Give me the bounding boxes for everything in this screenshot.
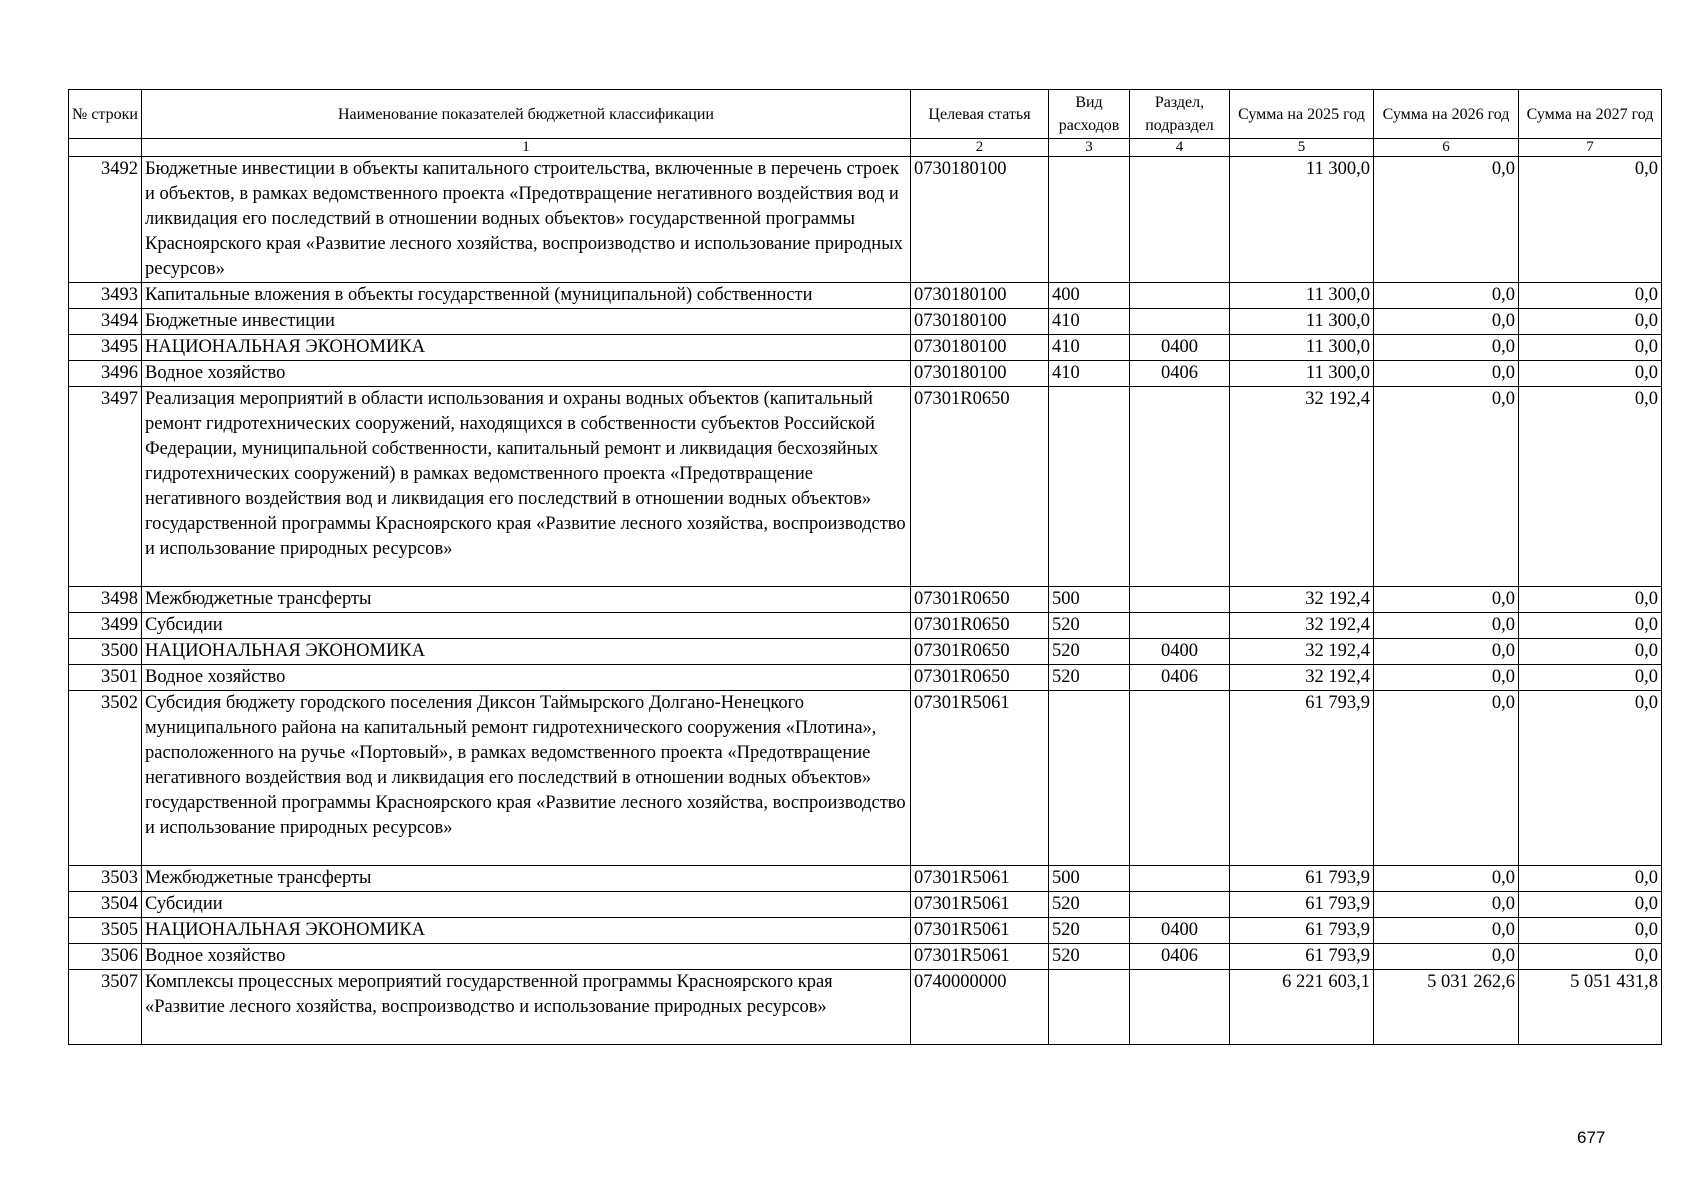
column-number: 4: [1130, 139, 1230, 157]
row-name: Субсидии: [142, 613, 911, 639]
row-target-code: 07301R0650: [911, 587, 1049, 613]
row-expense-type: [1049, 691, 1130, 866]
row-sum-2026: 0,0: [1374, 918, 1519, 944]
row-number: 3492: [69, 157, 142, 283]
row-sum-2025: 11 300,0: [1230, 157, 1374, 283]
row-target-code: 0730180100: [911, 309, 1049, 335]
row-number: 3494: [69, 309, 142, 335]
budget-table: [68, 89, 1662, 1045]
row-sum-2027: 0,0: [1519, 613, 1662, 639]
row-name: Водное хозяйство: [142, 944, 911, 970]
row-number: 3493: [69, 283, 142, 309]
row-name: Комплексы процессных мероприятий государственной программы Красноярского края «Развитие лесного хозяйства, воспроизводство и использование природных ресурсов»: [142, 970, 911, 1045]
column-number-blank: [69, 139, 142, 157]
row-sum-2027: 0,0: [1519, 387, 1662, 587]
row-sum-2025: 11 300,0: [1230, 283, 1374, 309]
table-row: [69, 944, 1662, 970]
table-row: [69, 587, 1662, 613]
row-sum-2025: 61 793,9: [1230, 892, 1374, 918]
row-sum-2027: 0,0: [1519, 361, 1662, 387]
row-target-code: 07301R0650: [911, 639, 1049, 665]
header-section: Раздел, подраздел: [1130, 90, 1230, 139]
row-section: [1130, 691, 1230, 866]
row-sum-2025: 6 221 603,1: [1230, 970, 1374, 1045]
row-expense-type: [1049, 970, 1130, 1045]
row-name: Субсидия бюджету городского поселения Диксон Таймырского Долгано-Ненецкого муниципального района на капитальный ремонт гидротехнического сооружения «Плотина», расположенного на ручье «Портовый», в рамках ведомственного проекта «Предотвращение негативного воздействия вод и ликвидация его последствий в отношении водных объектов» государственной программы Красноярского края «Развитие лесного хозяйства, воспроизводство и использование природных ресурсов»: [142, 691, 911, 866]
table-row: [69, 892, 1662, 918]
row-section: 0406: [1130, 665, 1230, 691]
row-target-code: 07301R5061: [911, 918, 1049, 944]
row-sum-2025: 11 300,0: [1230, 335, 1374, 361]
column-number: 5: [1230, 139, 1374, 157]
row-sum-2027: 0,0: [1519, 866, 1662, 892]
table-row: [69, 361, 1662, 387]
header-sum-2025: Сумма на 2025 год: [1230, 90, 1374, 139]
row-sum-2027: 0,0: [1519, 639, 1662, 665]
row-sum-2026: 0,0: [1374, 283, 1519, 309]
row-number: 3500: [69, 639, 142, 665]
row-number: 3502: [69, 691, 142, 866]
row-name: НАЦИОНАЛЬНАЯ ЭКОНОМИКА: [142, 639, 911, 665]
page-number: 677: [1577, 1128, 1606, 1147]
row-sum-2026: 5 031 262,6: [1374, 970, 1519, 1045]
row-sum-2027: 0,0: [1519, 157, 1662, 283]
row-sum-2026: 0,0: [1374, 944, 1519, 970]
row-name: Межбюджетные трансферты: [142, 866, 911, 892]
row-name: Бюджетные инвестиции в объекты капитального строительства, включенные в перечень строек и объектов, в рамках ведомственного проекта «Предотвращение негативного воздействия вод и ликвидация его последствий в отношении водных объектов» государственной программы Красноярского края «Развитие лесного хозяйства, воспроизводство и использование природных ресурсов»: [142, 157, 911, 283]
row-name: Реализация мероприятий в области использования и охраны водных объектов (капитальный ремонт гидротехнических сооружений, находящихся в собственности субъектов Российской Федерации, муниципальной собственности, капитальный ремонт и ликвидация бесхозяйных гидротехнических сооружений) в рамках ведомственного проекта «Предотвращение негативного воздействия вод и ликвидация его последствий в отношении водных объектов» государственной программы Красноярского края «Развитие лесного хозяйства, воспроизводство и использование природных ресурсов»: [142, 387, 911, 587]
row-expense-type: 520: [1049, 892, 1130, 918]
row-target-code: 07301R5061: [911, 944, 1049, 970]
row-sum-2027: 0,0: [1519, 587, 1662, 613]
row-name: Субсидии: [142, 892, 911, 918]
row-number: 3504: [69, 892, 142, 918]
table-row: [69, 613, 1662, 639]
row-expense-type: 520: [1049, 944, 1130, 970]
column-number-row: [69, 139, 1662, 157]
row-number: 3505: [69, 918, 142, 944]
row-target-code: 07301R0650: [911, 387, 1049, 587]
column-number: 3: [1049, 139, 1130, 157]
row-sum-2026: 0,0: [1374, 665, 1519, 691]
row-expense-type: [1049, 157, 1130, 283]
table-row: [69, 335, 1662, 361]
row-sum-2027: 0,0: [1519, 918, 1662, 944]
column-number: 2: [911, 139, 1049, 157]
row-section: [1130, 283, 1230, 309]
row-expense-type: 500: [1049, 587, 1130, 613]
row-section: [1130, 309, 1230, 335]
row-sum-2027: 0,0: [1519, 944, 1662, 970]
row-sum-2027: 0,0: [1519, 335, 1662, 361]
row-section: [1130, 892, 1230, 918]
header-vid: Вид расходов: [1049, 90, 1130, 139]
row-expense-type: [1049, 387, 1130, 587]
row-expense-type: 410: [1049, 361, 1130, 387]
row-sum-2026: 0,0: [1374, 335, 1519, 361]
row-sum-2025: 61 793,9: [1230, 866, 1374, 892]
row-section: [1130, 866, 1230, 892]
row-sum-2025: 61 793,9: [1230, 691, 1374, 866]
row-name: Водное хозяйство: [142, 665, 911, 691]
header-row: [69, 90, 1662, 139]
row-number: 3498: [69, 587, 142, 613]
row-sum-2026: 0,0: [1374, 157, 1519, 283]
row-expense-type: 520: [1049, 665, 1130, 691]
row-sum-2026: 0,0: [1374, 613, 1519, 639]
row-sum-2026: 0,0: [1374, 639, 1519, 665]
header-sum-2026: Сумма на 2026 год: [1374, 90, 1519, 139]
row-section: [1130, 613, 1230, 639]
row-expense-type: 520: [1049, 613, 1130, 639]
row-sum-2025: 11 300,0: [1230, 309, 1374, 335]
row-sum-2025: 11 300,0: [1230, 361, 1374, 387]
row-expense-type: 410: [1049, 335, 1130, 361]
row-name: Капитальные вложения в объекты государственной (муниципальной) собственности: [142, 283, 911, 309]
table-row: [69, 970, 1662, 1045]
table-row: [69, 866, 1662, 892]
row-sum-2025: 32 192,4: [1230, 587, 1374, 613]
column-number: 6: [1374, 139, 1519, 157]
row-name: Бюджетные инвестиции: [142, 309, 911, 335]
row-number: 3507: [69, 970, 142, 1045]
row-target-code: 0730180100: [911, 157, 1049, 283]
row-sum-2025: 61 793,9: [1230, 944, 1374, 970]
row-name: Межбюджетные трансферты: [142, 587, 911, 613]
row-target-code: 0730180100: [911, 335, 1049, 361]
row-number: 3501: [69, 665, 142, 691]
row-section: [1130, 970, 1230, 1045]
row-sum-2026: 0,0: [1374, 892, 1519, 918]
table-row: [69, 387, 1662, 587]
row-sum-2027: 5 051 431,8: [1519, 970, 1662, 1045]
row-expense-type: 520: [1049, 918, 1130, 944]
row-number: 3497: [69, 387, 142, 587]
row-section: 0400: [1130, 639, 1230, 665]
row-target-code: 0730180100: [911, 361, 1049, 387]
row-sum-2026: 0,0: [1374, 866, 1519, 892]
row-target-code: 07301R0650: [911, 613, 1049, 639]
row-name: НАЦИОНАЛЬНАЯ ЭКОНОМИКА: [142, 335, 911, 361]
row-name: Водное хозяйство: [142, 361, 911, 387]
row-sum-2027: 0,0: [1519, 665, 1662, 691]
row-sum-2025: 32 192,4: [1230, 665, 1374, 691]
row-number: 3495: [69, 335, 142, 361]
table-row: [69, 918, 1662, 944]
row-section: 0406: [1130, 944, 1230, 970]
header-sum-2027: Сумма на 2027 год: [1519, 90, 1662, 139]
row-target-code: 0730180100: [911, 283, 1049, 309]
row-section: [1130, 157, 1230, 283]
row-expense-type: 500: [1049, 866, 1130, 892]
row-sum-2026: 0,0: [1374, 691, 1519, 866]
row-sum-2025: 32 192,4: [1230, 613, 1374, 639]
row-sum-2026: 0,0: [1374, 361, 1519, 387]
header-code: Целевая статья: [911, 90, 1049, 139]
row-number: 3506: [69, 944, 142, 970]
row-sum-2026: 0,0: [1374, 587, 1519, 613]
row-name: НАЦИОНАЛЬНАЯ ЭКОНОМИКА: [142, 918, 911, 944]
row-sum-2026: 0,0: [1374, 309, 1519, 335]
row-target-code: 07301R5061: [911, 892, 1049, 918]
row-target-code: 07301R5061: [911, 866, 1049, 892]
row-sum-2027: 0,0: [1519, 283, 1662, 309]
row-sum-2027: 0,0: [1519, 309, 1662, 335]
row-sum-2025: 61 793,9: [1230, 918, 1374, 944]
table-row: [69, 157, 1662, 283]
row-sum-2027: 0,0: [1519, 691, 1662, 866]
row-target-code: 07301R0650: [911, 665, 1049, 691]
row-expense-type: 520: [1049, 639, 1130, 665]
row-expense-type: 400: [1049, 283, 1130, 309]
table-row: [69, 283, 1662, 309]
header-no: № строки: [69, 90, 142, 139]
row-sum-2025: 32 192,4: [1230, 639, 1374, 665]
row-number: 3499: [69, 613, 142, 639]
row-section: 0400: [1130, 335, 1230, 361]
row-sum-2025: 32 192,4: [1230, 387, 1374, 587]
table-row: [69, 665, 1662, 691]
row-section: 0406: [1130, 361, 1230, 387]
row-target-code: 07301R5061: [911, 691, 1049, 866]
table-row: [69, 639, 1662, 665]
row-sum-2027: 0,0: [1519, 892, 1662, 918]
row-sum-2026: 0,0: [1374, 387, 1519, 587]
header-name: Наименование показателей бюджетной классификации: [142, 90, 911, 139]
row-number: 3503: [69, 866, 142, 892]
table-row: [69, 309, 1662, 335]
row-target-code: 0740000000: [911, 970, 1049, 1045]
row-section: [1130, 587, 1230, 613]
row-section: 0400: [1130, 918, 1230, 944]
row-number: 3496: [69, 361, 142, 387]
row-section: [1130, 387, 1230, 587]
row-expense-type: 410: [1049, 309, 1130, 335]
table-row: [69, 691, 1662, 866]
column-number: 1: [142, 139, 911, 157]
column-number: 7: [1519, 139, 1662, 157]
